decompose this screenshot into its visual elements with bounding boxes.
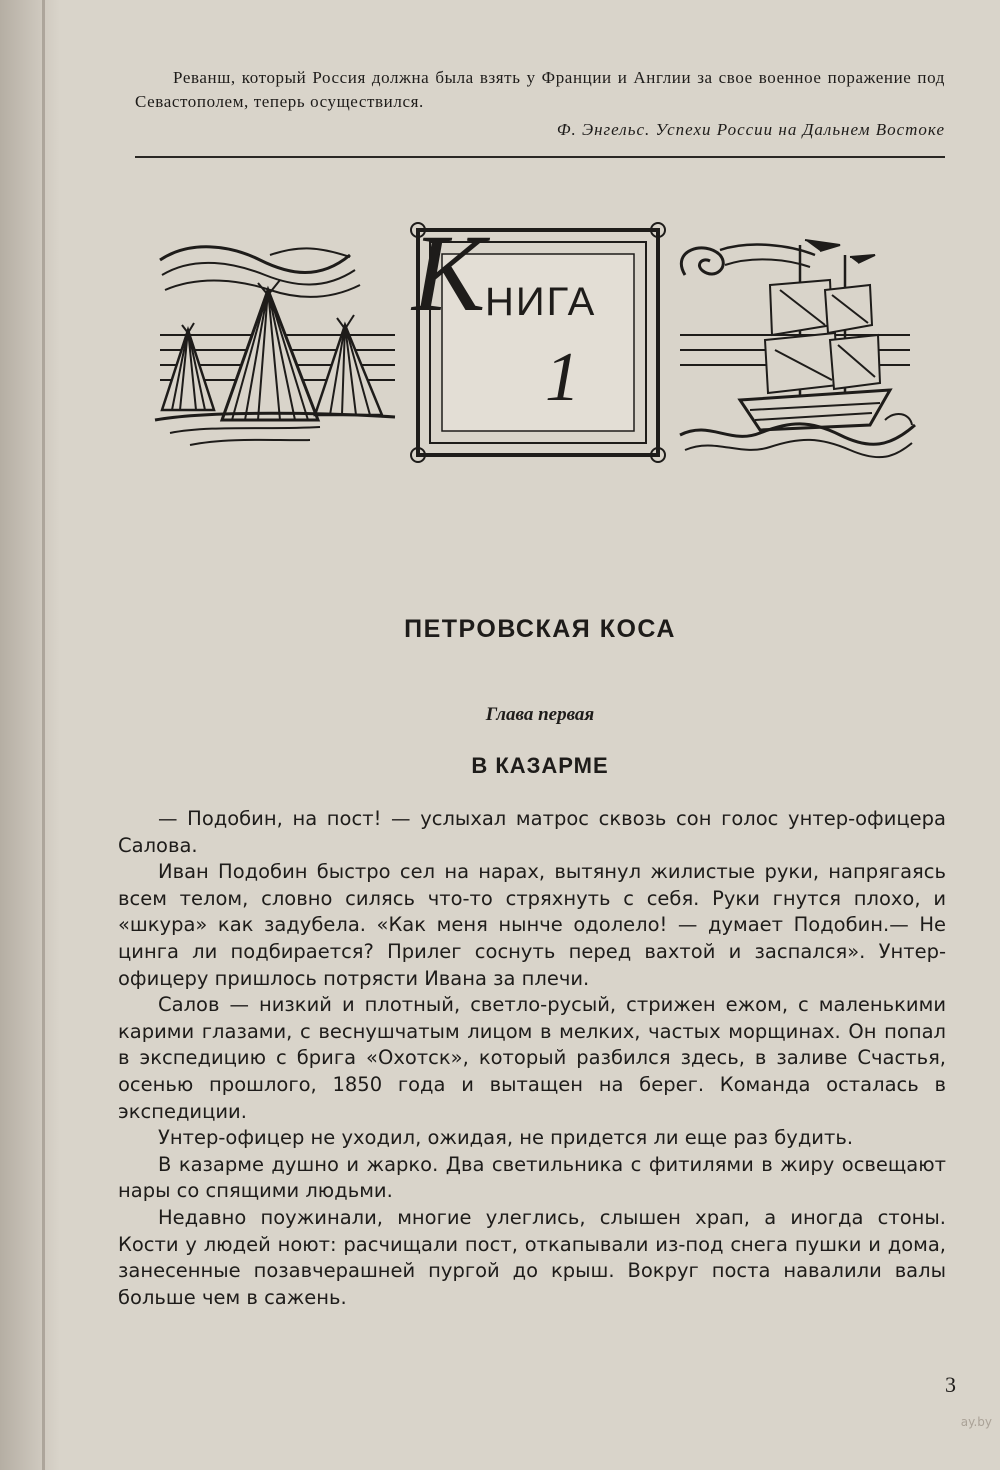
book-number: 1 <box>545 339 580 416</box>
page-number: 3 <box>945 1372 956 1397</box>
section-title: В КАЗАРМЕ <box>471 753 609 778</box>
paragraph: В казарме душно и жарко. Два светильника с фитилями в жиру освещают нары со спящими людьми. <box>118 1152 946 1203</box>
chapter-subtitle: Глава первая <box>485 704 595 725</box>
epigraph <box>135 66 945 142</box>
book-letter-k: К <box>412 212 486 334</box>
paragraph: — Подобин, на пост! — услыхал матрос сквозь сон голос унтер-офицера Салова. <box>118 807 946 857</box>
epigraph-text: Реванш, который Россия должна была взять у Франции и Англии за свое военное поражение под Севастополем, теперь осуществился. <box>135 68 945 111</box>
chapter-heading: ПЕТРОВСКАЯ КОСА <box>404 615 676 643</box>
tents-illustration <box>155 247 395 445</box>
paragraph: Салов — низкий и плотный, светло-русый, стрижен ежом, с маленькими карими глазами, с веснушчатым лицом в мелких, частых морщинах. Он попал в экспедицию с брига «Охотск», который разбился здесь, в заливе Счастья, осенью прошлого, 1850 года и вытащен на берег. Команда осталась в экспедиции. <box>118 993 946 1123</box>
page-fold-line <box>42 0 45 1470</box>
paragraph: Унтер-офицер не уходил, ожидая, не придется ли еще раз будить. <box>158 1126 854 1150</box>
page-gutter-shade <box>0 0 60 1470</box>
body-text <box>118 806 946 1311</box>
paragraph: Иван Подобин быстро сел на нарах, вытянул жилистые руки, напрягаясь всем телом, словно силясь что-то стряхнуть с себя. Руки гнутся плохо, и «шкура» как задубела. «Как меня нынче одолело! — думает Подобин.— Не цинга ли подбирается? Прилег соснуть перед вахтой и заспался». Унтер-офицеру пришлось потрясти Ивана за плечи. <box>118 860 946 990</box>
ship-illustration <box>680 240 915 457</box>
epigraph-source: Ф. Энгельс. Успехи России на Дальнем Востоке <box>556 120 945 139</box>
watermark: ay.by <box>960 1415 992 1429</box>
epigraph-divider <box>135 156 945 158</box>
book-word: НИГА <box>485 280 597 324</box>
paragraph: Недавно поужинали, многие улеглись, слышен храп, а иногда стоны. Кости у людей ноют: расчищали пост, откапывали из-под снега пушки и дома, занесенные позавчерашней пургой до крыш. Вокруг поста навалили валы больше чем в сажень. <box>118 1205 946 1309</box>
book-title-ornament <box>150 185 920 465</box>
